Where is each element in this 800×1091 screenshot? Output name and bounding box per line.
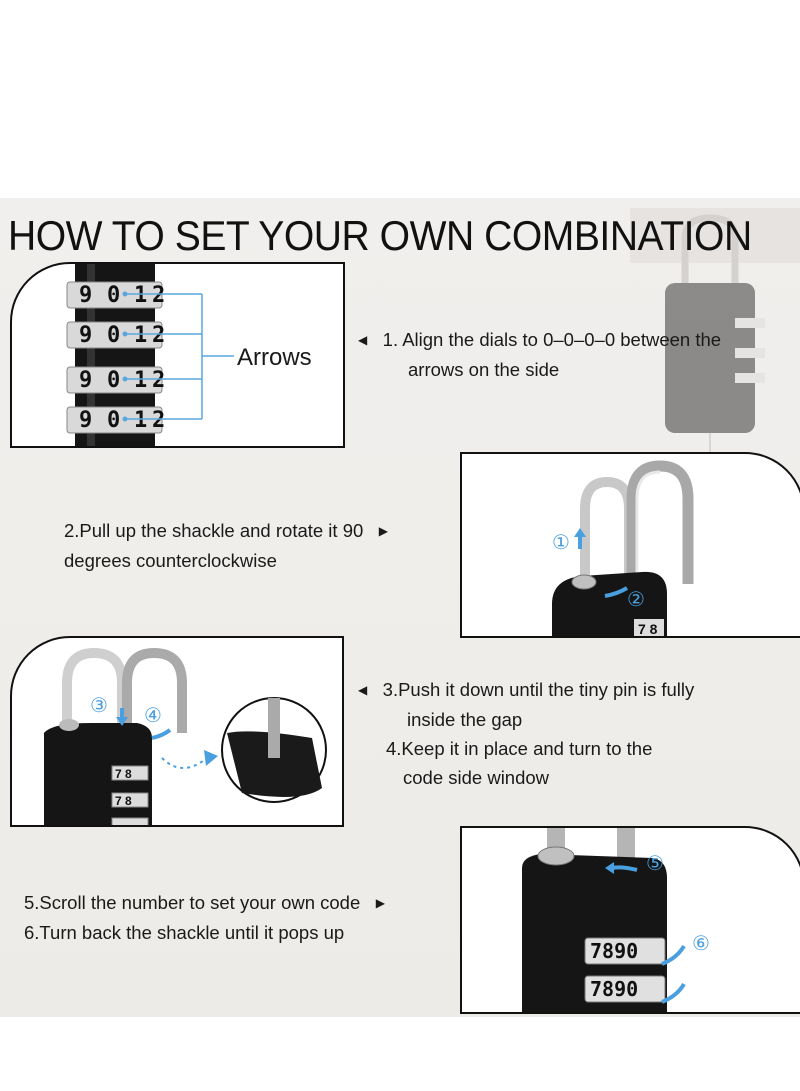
panel-dial-alignment xyxy=(10,262,345,448)
svg-text:2: 2 xyxy=(152,283,166,308)
svg-text:2: 2 xyxy=(152,408,166,433)
svg-text:9: 9 xyxy=(79,283,93,308)
svg-text:9: 9 xyxy=(79,323,93,348)
step-1-text xyxy=(358,325,721,384)
step-5-line-1: 5.Scroll the number to set your own code xyxy=(24,892,361,913)
svg-text:7 8: 7 8 xyxy=(115,767,132,781)
pull-shackle-illustration xyxy=(462,454,800,638)
step-6-line-1: 6.Turn back the shackle until it pops up xyxy=(24,922,345,943)
set-code-illustration xyxy=(462,828,800,1014)
svg-text:1: 1 xyxy=(134,323,148,348)
panel-set-code xyxy=(460,826,800,1014)
svg-text:0: 0 xyxy=(107,323,121,348)
step-3-line-1: 3.Push it down until the tiny pin is fully xyxy=(382,679,695,700)
marker-3: ③ xyxy=(90,695,108,717)
svg-text:7 8: 7 8 xyxy=(638,621,658,637)
marker-5: ⑤ xyxy=(646,853,664,875)
push-down-illustration xyxy=(12,638,344,827)
svg-text:0: 0 xyxy=(107,283,121,308)
svg-text:1: 1 xyxy=(134,408,148,433)
svg-text:7890: 7890 xyxy=(590,939,639,963)
svg-text:7890: 7890 xyxy=(590,977,639,1001)
arrow-left-icon: ◀ xyxy=(358,333,368,347)
marker-2: ② xyxy=(627,589,645,611)
arrow-right-icon: ▶ xyxy=(378,524,388,538)
step-5-6-text xyxy=(24,888,385,947)
svg-text:0: 0 xyxy=(107,408,121,433)
svg-text:1: 1 xyxy=(134,283,148,308)
page-title: HOW TO SET YOUR OWN COMBINATION xyxy=(8,212,752,259)
step-4-line-2: code side window xyxy=(403,767,550,788)
step-1-line-2: arrows on the side xyxy=(408,359,560,380)
arrow-right-icon: ▶ xyxy=(375,896,385,910)
step-2-line-1: 2.Pull up the shackle and rotate it 90 xyxy=(64,520,364,541)
svg-text:9: 9 xyxy=(79,368,93,393)
svg-text:2: 2 xyxy=(152,368,166,393)
arrows-label: Arrows xyxy=(237,344,312,371)
svg-text:9: 9 xyxy=(79,408,93,433)
step-4-line-1: 4.Keep it in place and turn to the xyxy=(386,738,653,759)
panel-push-down xyxy=(10,636,344,827)
marker-6: ⑥ xyxy=(692,933,710,955)
svg-text:2: 2 xyxy=(152,323,166,348)
step-2-text xyxy=(64,516,388,575)
step-1-line-1: 1. Align the dials to 0–0–0–0 between the xyxy=(382,329,722,350)
arrow-left-icon: ◀ xyxy=(358,683,368,697)
svg-text:0: 0 xyxy=(107,368,121,393)
step-2-line-2: degrees counterclockwise xyxy=(64,550,277,571)
step-3-line-2: inside the gap xyxy=(407,709,523,730)
marker-1: ① xyxy=(552,532,570,554)
panel-pull-shackle xyxy=(460,452,800,638)
step-3-4-text xyxy=(358,675,694,792)
svg-text:7 8: 7 8 xyxy=(115,794,132,808)
svg-text:1: 1 xyxy=(134,368,148,393)
marker-4: ④ xyxy=(144,705,162,727)
